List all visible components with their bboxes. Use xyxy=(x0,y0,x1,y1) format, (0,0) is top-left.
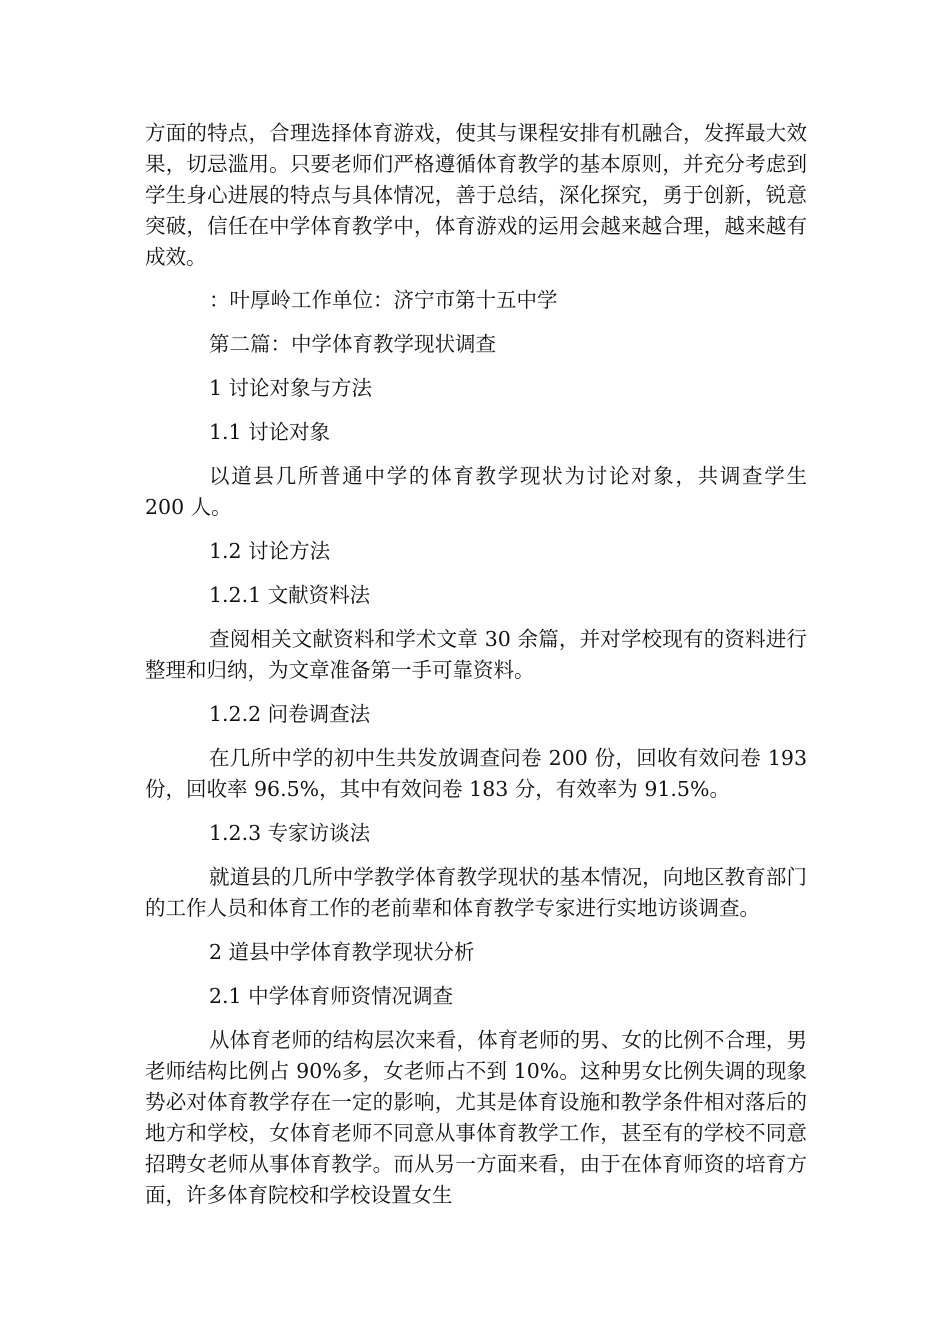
author-line: ：叶厚岭工作单位：济宁市第十五中学 xyxy=(209,288,558,312)
heading-2: 2 道县中学体育教学现状分析 xyxy=(209,940,475,964)
paragraph-research-object: 以道县几所普通中学的体育教学现状为讨论对象，共调查学生 200 人。 xyxy=(145,464,807,519)
paragraph-interview-method: 就道县的几所中学教学体育教学现状的基本情况，向地区教育部门的工作人员和体育工作的老前辈和体育教学专家进行实地访谈调查。 xyxy=(145,865,807,920)
heading-2-1: 2.1 中学体育师资情况调查 xyxy=(209,984,454,1008)
heading-1-2-2: 1.2.2 问卷调查法 xyxy=(209,702,371,726)
paragraph-continuation: 方面的特点，合理选择体育游戏，使其与课程安排有机融合，发挥最大效果，切忌滥用。只要老师们严格遵循体育教学的基本原则，并充分考虑到学生身心进展的特点与具体情况，善于总结，深化探究，勇于创新，锐意突破，信任在中学体育教学中，体育游戏的运用会越来越合理，越来越有成效。 xyxy=(145,121,807,269)
article-title: 第二篇：中学体育教学现状调查 xyxy=(209,332,496,356)
paragraph-questionnaire-method: 在几所中学的初中生共发放调查问卷 200 份，回收有效问卷 193 份，回收率 96.5%，其中有效问卷 183 分，有效率为 91.5%。 xyxy=(145,746,807,801)
heading-1: 1 讨论对象与方法 xyxy=(209,376,373,400)
paragraph-literature-method: 查阅相关文献资料和学术文章 30 余篇，并对学校现有的资料进行整理和归纳，为文章准备第一手可靠资料。 xyxy=(145,627,807,682)
heading-1-2: 1.2 讨论方法 xyxy=(209,539,331,563)
heading-1-2-1: 1.2.1 文献资料法 xyxy=(209,583,371,607)
paragraph-teacher-structure: 从体育老师的结构层次来看，体育老师的男、女的比例不合理，男老师结构比例占 90%多，女老师占不到 10%。这种男女比例失调的现象势必对体育教学存在一定的影响，尤其是体育设施和教学条件相对落后的地方和学校，女体育老师不同意从事体育教学工作，甚至有的学校不同意招聘女老师从事体育教学。而从另一方面来看，由于在体育师资的培育方面，许多体育院校和学校设置女生 xyxy=(145,1028,807,1207)
heading-1-2-3: 1.2.3 专家访谈法 xyxy=(209,821,371,845)
heading-1-1: 1.1 讨论对象 xyxy=(209,420,331,444)
document-page xyxy=(145,118,807,1211)
